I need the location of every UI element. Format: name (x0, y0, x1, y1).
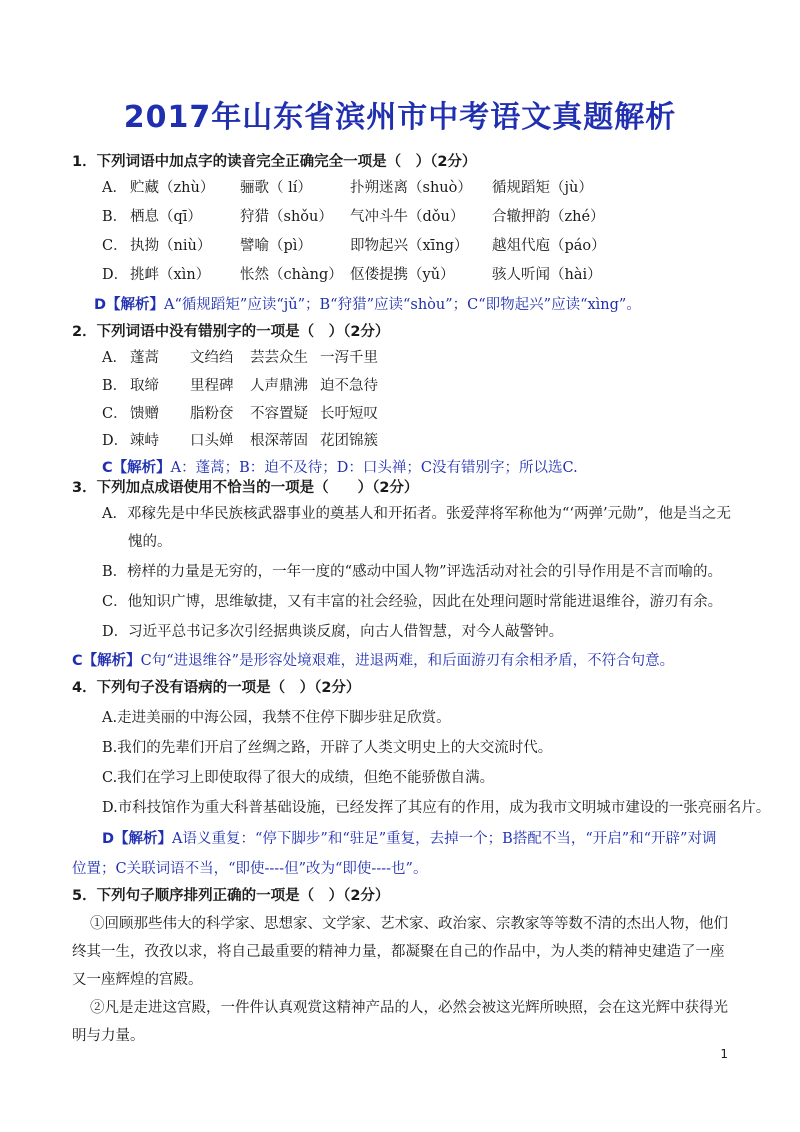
option-label: C． (102, 594, 128, 610)
option-cell: 馈赠 (130, 406, 159, 422)
question-2-answer (102, 457, 578, 479)
question-1-answer (94, 294, 641, 316)
option-label: B. (102, 740, 118, 756)
option-label: C. (102, 770, 118, 786)
option-text: 我们的先辈们开启了丝绸之路，开辟了人类文明史上的大交流时代。 (117, 740, 553, 756)
answer-text: C句“进退维谷”是形容处境艰难，进退两难，和后面游刃有余相矛盾，不符合句意。 (140, 653, 675, 669)
question-5-sentence-2: ②凡是走进这宫殿，一件件认真观赏这精神产品的人，必然会被这光辉所映照，会在这光辉中获得光明与力量。 (72, 1000, 728, 1044)
question-2-option-b (102, 375, 378, 397)
option-cell: 譬喻（pì） (240, 238, 312, 254)
question-3-option-c (102, 591, 722, 613)
option-cell: 迫不急待 (320, 378, 378, 394)
option-cell: 芸芸众生 (250, 350, 308, 366)
question-4-answer-continued: 位置；C关联词语不当，“即使----但”改为“即使----也”。 (72, 861, 428, 877)
option-label: A． (102, 506, 127, 522)
option-cell: 文绉绉 (190, 350, 234, 366)
option-label: A． (102, 350, 127, 366)
option-cell: 口头婵 (190, 433, 234, 449)
option-cell: 合辙押韵（zhé） (492, 209, 605, 225)
option-cell: 执拗（niù） (130, 238, 212, 254)
question-3-option-b (102, 561, 722, 583)
option-cell: 循规蹈矩（jù） (492, 180, 593, 196)
option-cell: 长吁短叹 (320, 406, 378, 422)
option-cell: 挑衅（xìn） (130, 267, 211, 283)
question-1-stem: 1．下列词语中加点字的读音完全正确完全一项是（ ）（2分） (72, 154, 477, 170)
question-3-option-d (102, 621, 563, 643)
question-2-option-c (102, 403, 378, 425)
option-label: C． (102, 406, 128, 422)
question-2-stem: 2．下列词语中没有错别字的一项是（ ）（2分） (72, 324, 390, 340)
answer-text: A语义重复：“停下脚步”和“驻足”重复，去掉一个；B搭配不当，“开启”和“开辟”对调 (172, 831, 717, 847)
option-cell: 越俎代庖（páo） (492, 238, 606, 254)
option-cell: 花团锦簇 (320, 433, 378, 449)
option-cell: 脂粉奁 (190, 406, 234, 422)
option-text: 他知识广博，思维敏捷，又有丰富的社会经验，因此在处理问题时常能进退维谷，游刃有余。 (127, 594, 723, 610)
answer-text: A：蓬蒿；B：迫不及待；D：口头禅；C没有错别字；所以选C. (170, 460, 578, 476)
option-cell: 根深蒂固 (250, 433, 308, 449)
option-label: D． (102, 267, 129, 283)
option-label: A. (102, 710, 118, 726)
option-text: 榜样的力量是无穷的，一年一度的“感动中国人物”评选活动对社会的引导作用是不言而喻的。 (127, 564, 722, 580)
question-4-option-b (102, 737, 552, 759)
option-label: D． (102, 433, 129, 449)
question-5-stem: 5．下列句子顺序排列正确的一项是（ ）（2分） (72, 888, 390, 904)
option-cell: 蓬蒿 (130, 350, 159, 366)
option-cell: 贮藏（zhù） (130, 180, 215, 196)
option-text: 邓稼先是中华民族核武器事业的奠基人和开拓者。张爱萍将军称他为“‘两弹’元勋”，他是当之无 (126, 506, 732, 522)
option-label: B． (102, 209, 128, 225)
option-cell: 伛偻提携（yǔ） (350, 267, 455, 283)
option-label: C． (102, 238, 128, 254)
option-cell: 怅然（chàng） (240, 267, 343, 283)
question-1-option-a (102, 177, 593, 199)
answer-tag: D【解析】 (102, 831, 173, 847)
page-title: 2017年山东省滨州市中考语文真题解析 (123, 100, 677, 135)
answer-tag: C【解析】 (72, 653, 141, 669)
question-1-option-b (102, 206, 605, 228)
option-cell: 狩猎（shǒu） (240, 209, 333, 225)
question-2-option-a (102, 347, 378, 369)
question-3-answer (72, 650, 674, 672)
option-label: B． (102, 564, 128, 580)
answer-text: A“循规蹈矩”应读“jǔ”；B“狩猎”应读“shòu”；C“即物起兴”应读“xìng”。 (164, 297, 641, 313)
question-5-sentence-1: ①回顾那些伟大的科学家、思想家、文学家、艺术家、政治家、宗教家等等数不清的杰出人物，他们终其一生，孜孜以求，将自己最重要的精神力量，都凝聚在自己的作品中，为人类的精神史建造了一座又一座辉煌的宫殿。 (72, 916, 728, 988)
option-text: 走进美丽的中海公园，我禁不住停下脚步驻足欣赏。 (117, 710, 451, 726)
option-cell: 不容置疑 (250, 406, 308, 422)
option-label: D. (102, 800, 118, 816)
option-cell: 一泻千里 (320, 350, 378, 366)
option-cell: 骊歌（ lí） (240, 180, 312, 196)
option-cell: 人声鼎沸 (250, 378, 308, 394)
option-text: 我们在学习上即使取得了很大的成绩，但绝不能骄傲自满。 (117, 770, 495, 786)
option-cell: 竦峙 (130, 433, 159, 449)
answer-tag: D【解析】 (94, 297, 165, 313)
option-label: D． (102, 624, 129, 640)
option-text: 市科技馆作为重大科普基础设施，已经发挥了其应有的作用，成为我市文明城市建设的一张亮丽名片。 (117, 800, 771, 816)
option-cell: 取缔 (130, 378, 159, 394)
question-4-answer (102, 828, 716, 850)
page-number: 1 (720, 1047, 728, 1061)
question-1-option-d (102, 264, 602, 286)
question-3-option-a-continued: 愧的。 (128, 534, 172, 550)
option-cell: 气冲斗牛（dǒu） (350, 209, 465, 225)
question-4-stem: 4．下列句子没有语病的一项是（ ）（2分） (72, 680, 361, 696)
question-4-option-c (102, 767, 494, 789)
option-cell: 扑朔迷离（shuò） (350, 180, 472, 196)
option-cell: 栖息（qī） (130, 209, 202, 225)
option-label: B． (102, 378, 128, 394)
question-4-option-d (102, 797, 770, 819)
question-1-option-c (102, 235, 606, 257)
option-cell: 骇人听闻（hài） (492, 267, 602, 283)
answer-tag: C【解析】 (102, 460, 171, 476)
question-3-option-a (102, 503, 731, 525)
question-4-option-a (102, 707, 451, 729)
option-cell: 里程碑 (190, 378, 234, 394)
option-label: A． (102, 180, 127, 196)
question-2-option-d (102, 430, 378, 452)
option-cell: 即物起兴（xīng） (350, 238, 469, 254)
question-3-stem: 3．下列加点成语使用不恰当的一项是（ ）（2分） (72, 480, 419, 496)
option-text: 习近平总书记多次引经据典谈反腐，向古人借智慧，对今人敲警钟。 (128, 624, 564, 640)
